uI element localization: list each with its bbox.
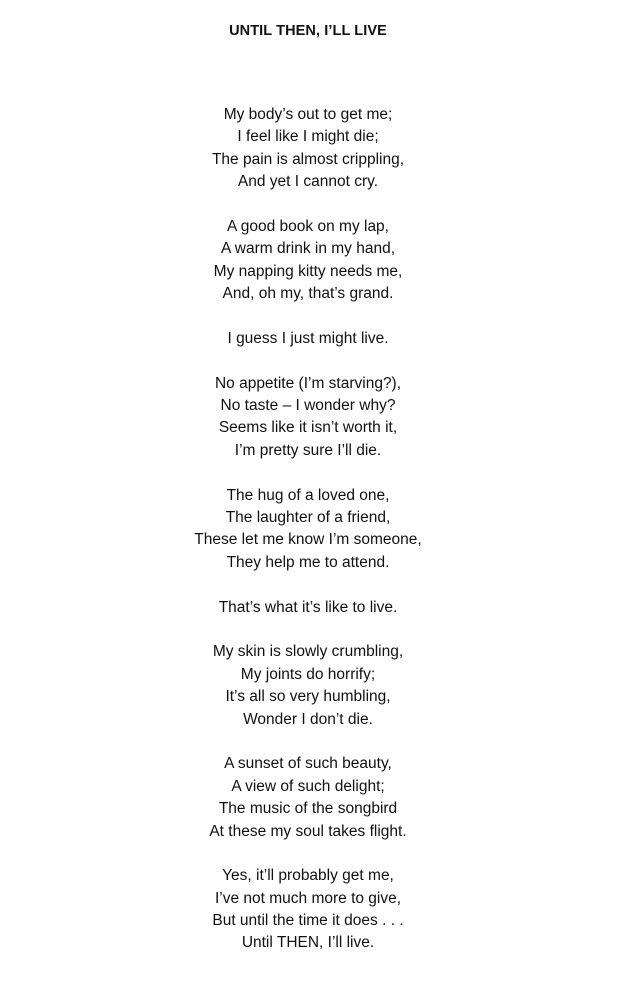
- stanza-7: [0, 641, 616, 731]
- poem-line: Until THEN, I’ll live.: [241, 934, 375, 952]
- poem-line: But until the time it does . . .: [212, 912, 404, 930]
- stanza-2: [0, 216, 616, 306]
- poem-line: They help me to attend.: [226, 553, 390, 571]
- poem-line: Seems like it isn’t worth it,: [218, 419, 398, 437]
- poem-line: A view of such delight;: [231, 777, 385, 795]
- poem-line: I guess I just might live.: [227, 329, 389, 347]
- poem-line: The pain is almost crippling,: [211, 150, 405, 168]
- poem-line: My joints do horrify;: [240, 665, 376, 683]
- poem-line: The laughter of a friend,: [225, 509, 391, 527]
- stanza-8: [0, 753, 616, 843]
- poem-line: It’s all so very humbling,: [225, 688, 391, 706]
- stanza-9: [0, 865, 616, 955]
- poem-line: Yes, it’ll probably get me,: [222, 867, 394, 885]
- poem-line: A sunset of such beauty,: [224, 755, 392, 773]
- poem-line: These let me know I’m someone,: [194, 531, 422, 549]
- poem-line: My napping kitty needs me,: [213, 262, 403, 280]
- poem-title: UNTIL THEN, I’LL LIVE: [229, 23, 387, 39]
- poem-line: Wonder I don’t die.: [243, 710, 373, 728]
- poem-line: A warm drink in my hand,: [220, 240, 395, 258]
- poem-line: That’s what it’s like to live.: [218, 598, 398, 616]
- poem-line: No appetite (I’m starving?),: [214, 374, 402, 392]
- poem-line: I feel like I might die;: [237, 128, 379, 146]
- poem-line: At these my soul takes flight.: [209, 822, 407, 840]
- poem-line: And, oh my, that’s grand.: [222, 285, 394, 303]
- poem-line: My skin is slowly crumbling,: [212, 643, 404, 661]
- stanza-6: [0, 597, 616, 619]
- poem-line: I’ve not much more to give,: [214, 889, 402, 907]
- stanza-5: [0, 485, 616, 575]
- poem-line: A good book on my lap,: [226, 217, 389, 235]
- stanza-1: [0, 104, 616, 194]
- poem-line: And yet I cannot cry.: [237, 173, 379, 191]
- poem-line: No taste – I wonder why?: [220, 397, 396, 415]
- stanza-4: [0, 373, 616, 463]
- poem-body: [0, 104, 616, 977]
- poem-line: The hug of a loved one,: [226, 486, 390, 504]
- poem-line: The music of the songbird: [218, 800, 398, 818]
- poem-line: My body’s out to get me;: [223, 106, 393, 123]
- stanza-3: [0, 328, 616, 350]
- poem-line: I’m pretty sure I’ll die.: [234, 441, 382, 459]
